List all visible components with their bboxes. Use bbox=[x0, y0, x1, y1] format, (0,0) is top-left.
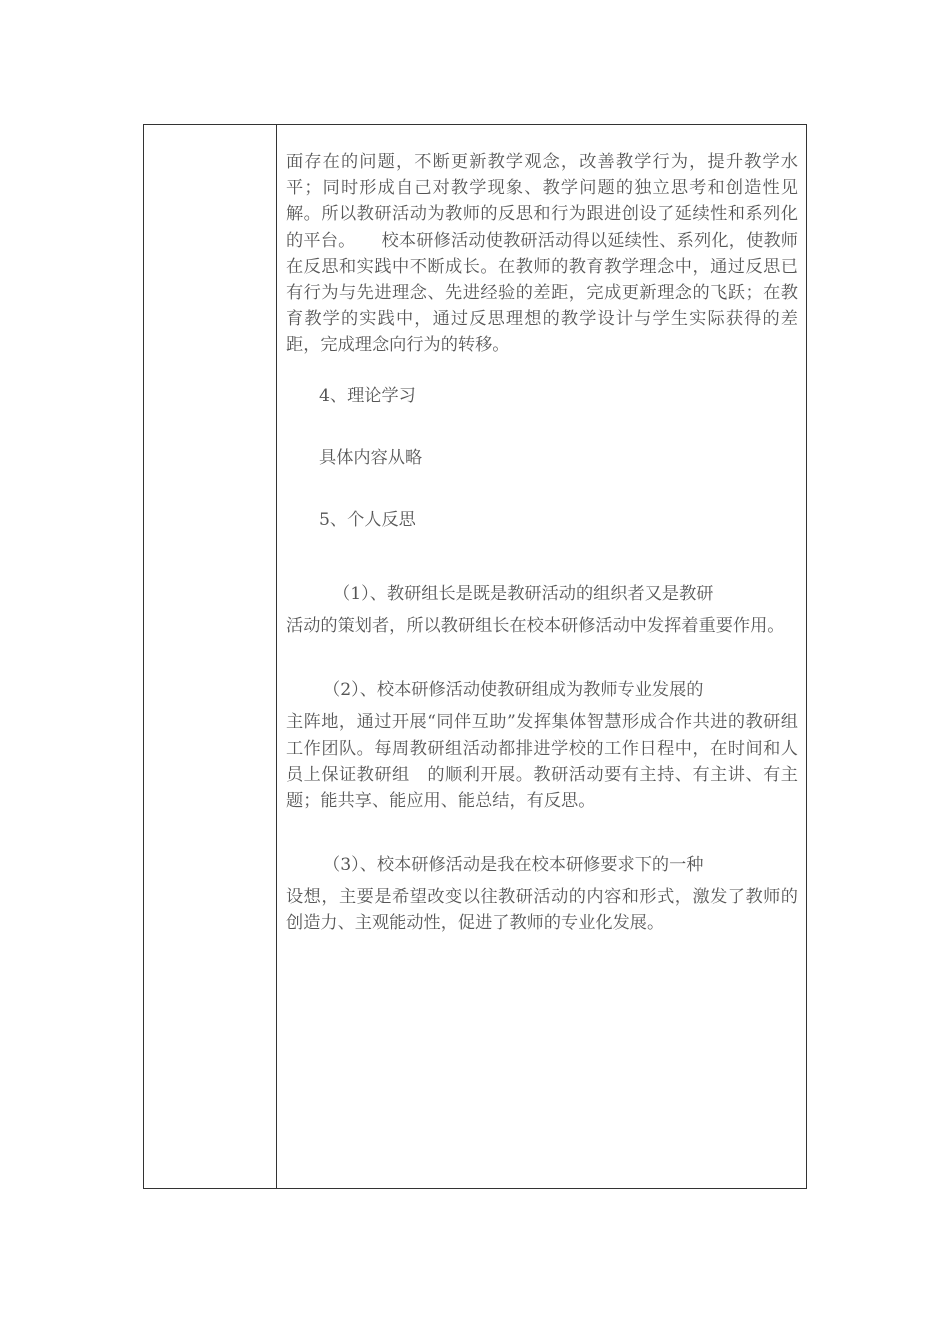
reflection-item-first-line: （3）、校本研修活动是我在校本研修要求下的一种 bbox=[323, 855, 704, 876]
reflection-item-text: 主阵地，通过开展“同伴互助”发挥集体智慧形成合作共进的教研组工作团队。每周教研组活动都排进学校的工作日程中，在时间和人员上保证教研组 的顺利开展。教研活动要有主持、有主讲、有主题；能共享、能应用、能总结，有反思。 bbox=[286, 712, 798, 812]
reflection-item-text: 活动的策划者，所以教研组长在校本研修活动中发挥着重要作用。 bbox=[286, 616, 785, 637]
paragraph-main: 面存在的问题，不断更新教学观念，改善教学行为，提升教学水平；同时形成自己对教学现象、教学问题的独立思考和创造性见解。所以教研活动为教师的反思和行为跟进创设了延续性和系列化的平台。 校本研修活动使教研活动得以延续性、系列化，使教师在反思和实践中不断成长。在教师的教育教学理念中，通过反思已有行为与先进理念、先进经验的差距，完成更新理念的飞跃；在教育教学的实践中，通过反思理想的教学设计与学生实际获得的差距，完成理念向行为的转移。 bbox=[286, 152, 798, 356]
table-left-column bbox=[144, 125, 277, 1188]
reflection-item-text: 设想，主要是希望改变以往教研活动的内容和形式，激发了教师的创造力、主观能动性，促进了教师的专业化发展。 bbox=[286, 887, 798, 934]
reflection-item-first-line: （1）、教研组长是既是教研活动的组织者又是教研 bbox=[333, 584, 714, 605]
content-omitted: 具体内容从略 bbox=[319, 447, 423, 468]
reflection-item bbox=[286, 575, 798, 639]
reflection-item-first-line: （2）、校本研修活动使教研组成为教师专业发展的 bbox=[323, 680, 704, 701]
cell-content bbox=[286, 149, 798, 969]
reflection-item bbox=[286, 846, 798, 936]
heading-personal-reflection: 5、个人反思 bbox=[319, 510, 416, 531]
heading-theory-study: 4、理论学习 bbox=[319, 385, 416, 406]
table-right-column bbox=[277, 125, 806, 1188]
document-table bbox=[143, 124, 807, 1189]
reflection-item bbox=[286, 671, 798, 814]
